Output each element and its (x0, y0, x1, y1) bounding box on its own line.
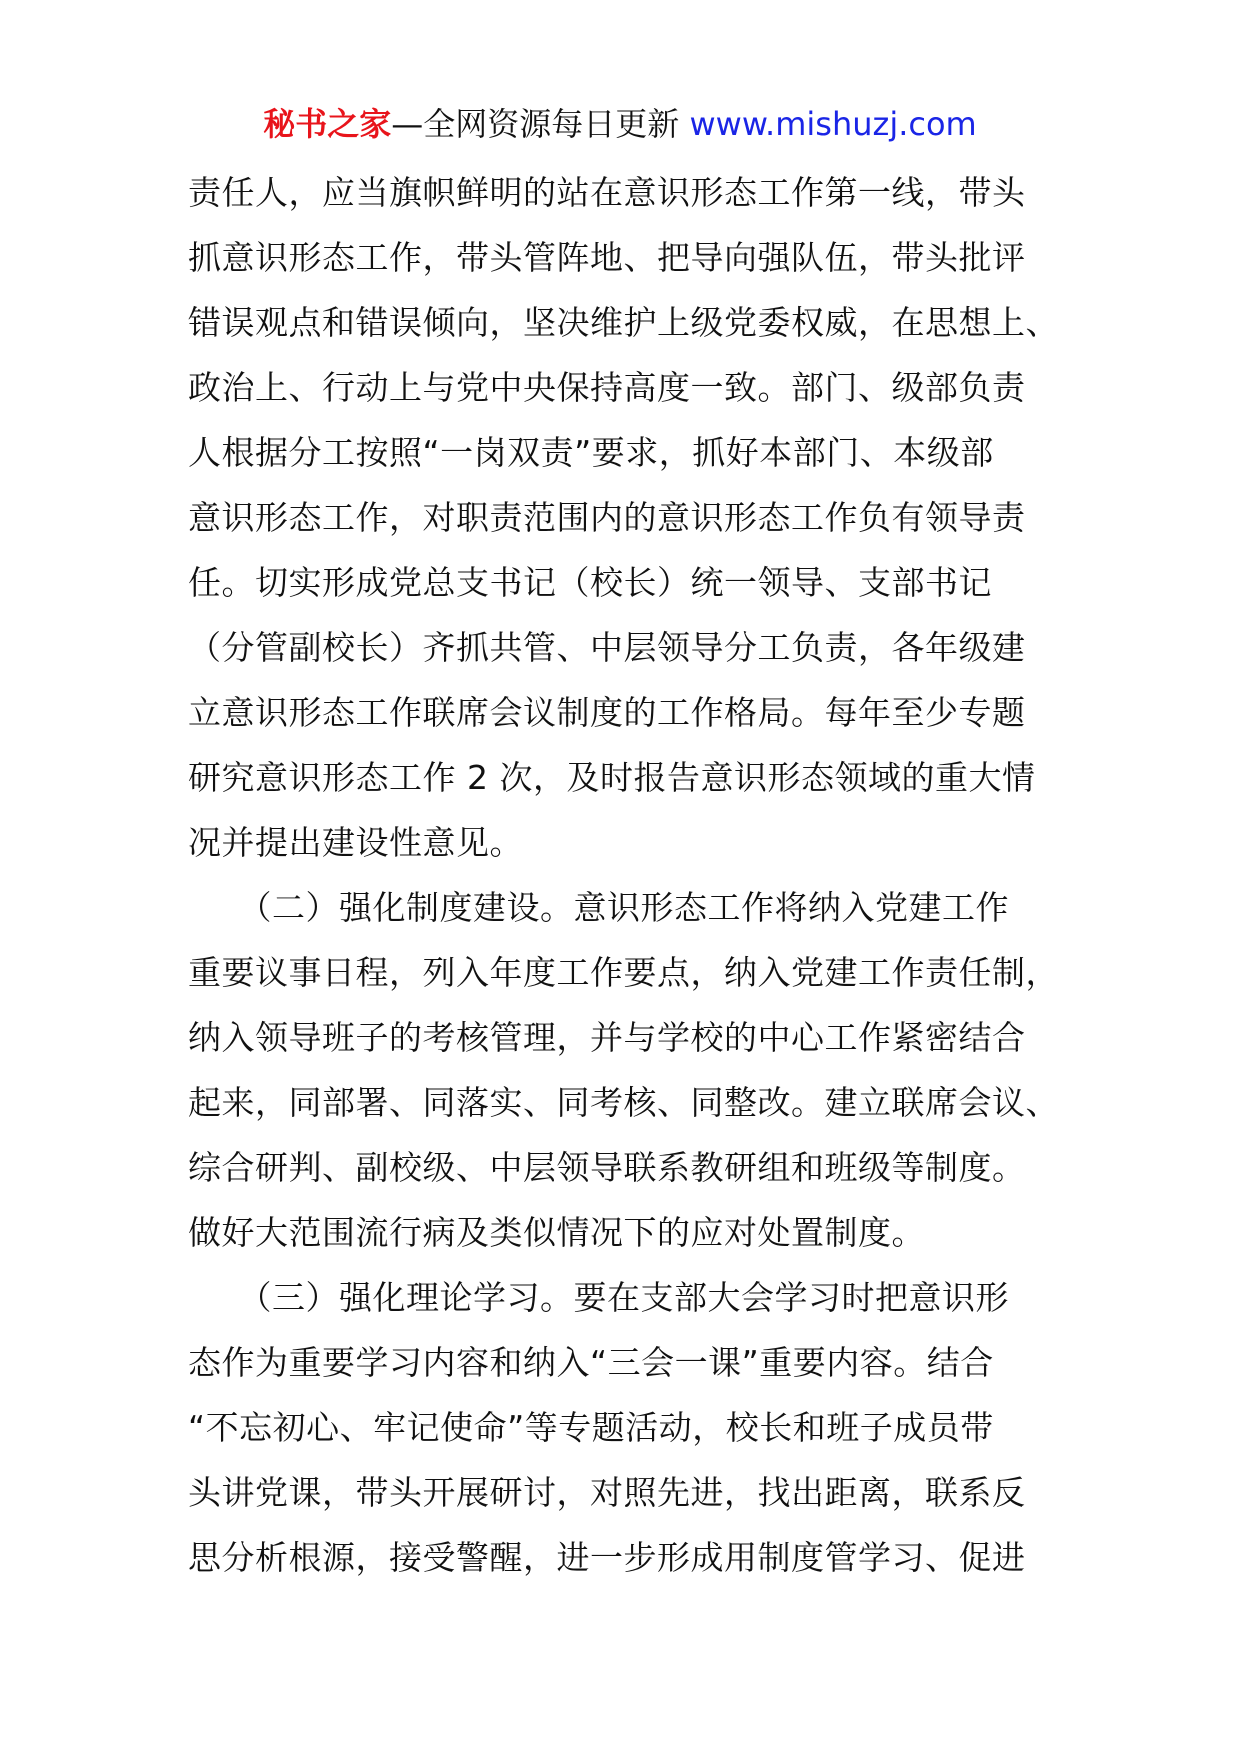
text-line: 重要议事日程，列入年度工作要点，纳入党建工作责任制， (188, 953, 1059, 992)
text-line: “不忘初心、牢记使命”等专题活动，校长和班子成员带 (188, 1408, 994, 1447)
text-line: 任。切实形成党总支书记（校长）统一领导、支部书记 (188, 563, 992, 602)
text-line: 立意识形态工作联席会议制度的工作格局。每年至少专题 (188, 693, 1026, 732)
text-line: 综合研判、副校级、中层领导联系教研组和班级等制度。 (188, 1148, 1026, 1187)
text-line: 政治上、行动上与党中央保持高度一致。部门、级部负责 (188, 368, 1026, 407)
brand-name: 秘书之家 (263, 105, 392, 143)
text-line: 纳入领导班子的考核管理，并与学校的中心工作紧密结合 (188, 1018, 1026, 1057)
text-line: 抓意识形态工作，带头管阵地、把导向强队伍，带头批评 (188, 238, 1026, 277)
text-line: 头讲党课，带头开展研讨，对照先进，找出距离，联系反 (188, 1473, 1026, 1512)
text-line: 研究意识形态工作 2 次，及时报告意识形态领域的重大情 (188, 758, 1036, 797)
text-line: 思分析根源，接受警醒，进一步形成用制度管学习、促进 (188, 1538, 1026, 1577)
text-line: 起来，同部署、同落实、同考核、同整改。建立联席会议、 (188, 1083, 1059, 1122)
text-line: 责任人，应当旗帜鲜明的站在意识形态工作第一线，带头 (188, 173, 1026, 212)
text-line: （二）强化制度建设。意识形态工作将纳入党建工作 (188, 888, 1009, 927)
text-line: （三）强化理论学习。要在支部大会学习时把意识形 (188, 1278, 1009, 1317)
text-line: 况并提出建设性意见。 (188, 823, 523, 862)
document-body (188, 160, 1068, 1590)
text-line: 意识形态工作，对职责范围内的意识形态工作负有领导责 (188, 498, 1026, 537)
header-slogan: —全网资源每日更新 (391, 105, 690, 143)
text-line: 态作为重要学习内容和纳入“三会一课”重要内容。结合 (188, 1343, 994, 1382)
text-line: 做好大范围流行病及类似情况下的应对处置制度。 (188, 1213, 925, 1252)
text-line: 人根据分工按照“一岗双责”要求，抓好本部门、本级部 (188, 433, 994, 472)
text-line: 错误观点和错误倾向，坚决维护上级党委权威，在思想上、 (188, 303, 1059, 342)
text-line: （分管副校长）齐抓共管、中层领导分工负责，各年级建 (188, 628, 1026, 667)
page-header (0, 100, 1240, 148)
header-url[interactable]: www.mishuzj.com (689, 105, 977, 143)
